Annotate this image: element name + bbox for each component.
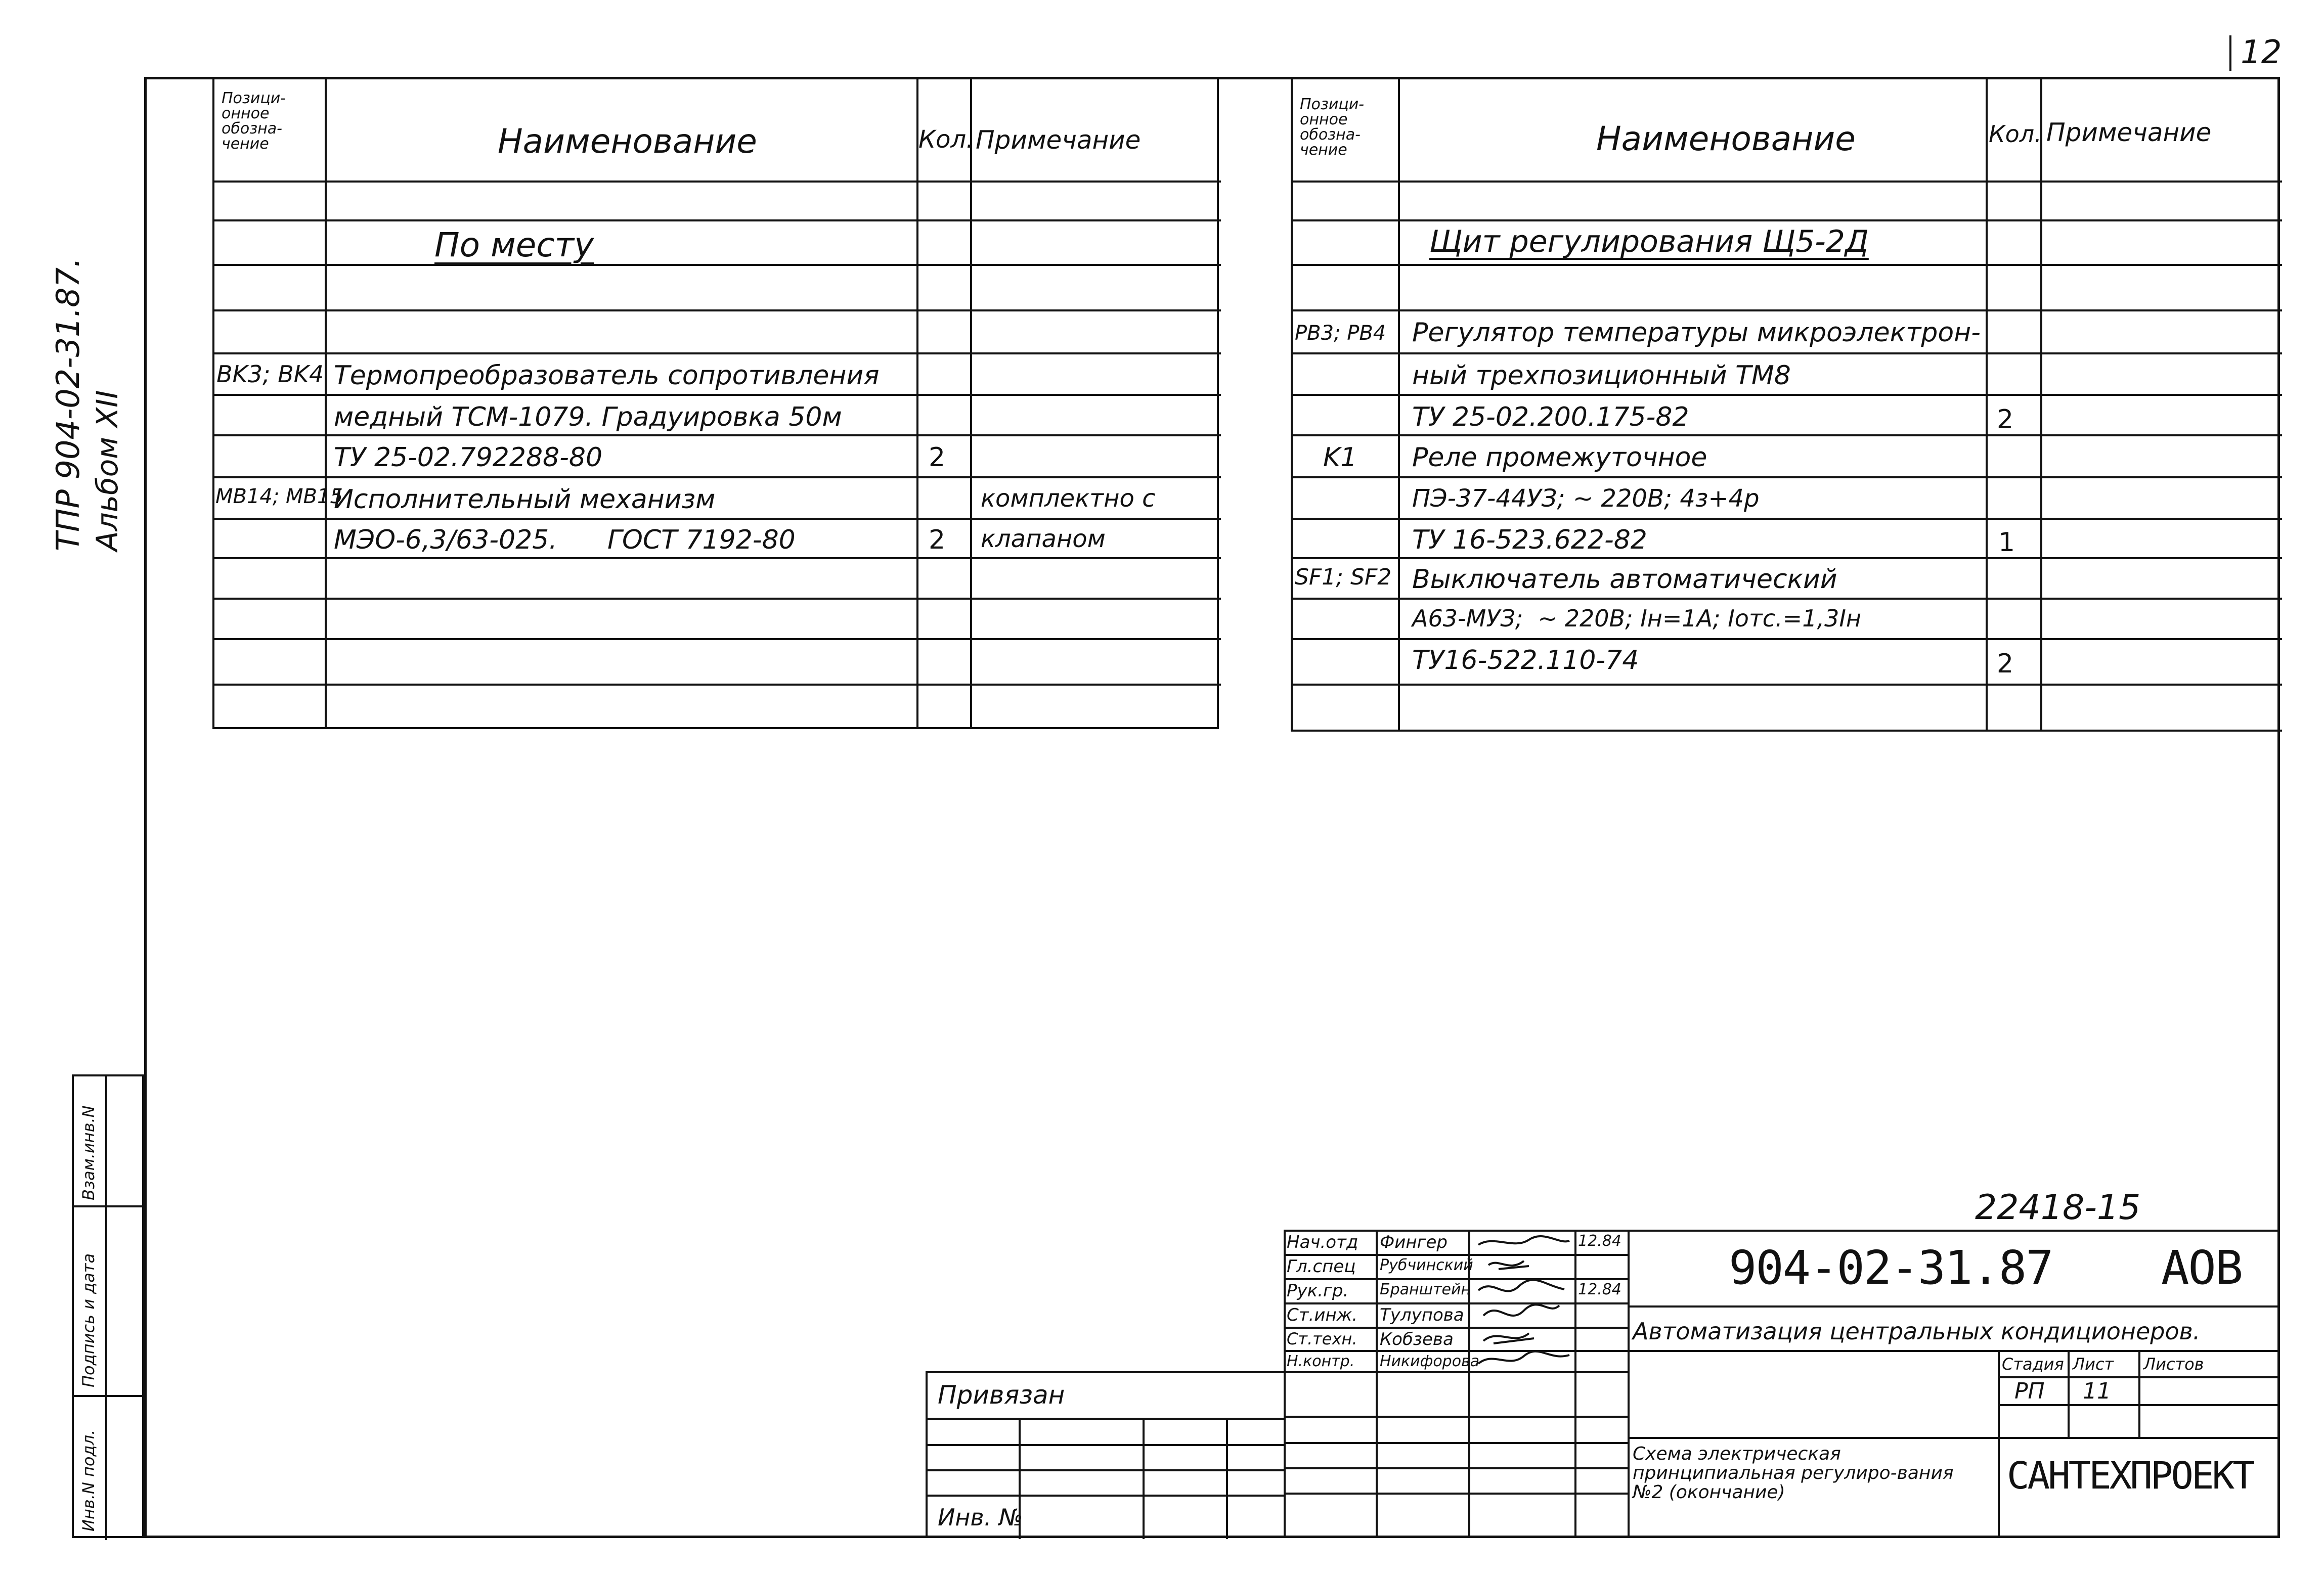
right-header-note: Примечание [2046,118,2212,147]
margin-album: Альбом XII [90,390,124,551]
signature-role: Н.контр. [1287,1353,1355,1370]
organization-name: САНТЕХПРОЕКТ [2007,1454,2253,1498]
left-section-heading: По месту [434,226,594,264]
right-section-heading: Щит регулирования Щ5-2Д [1429,224,1869,259]
left-row-name: МЭО-6,3/63-025. ГОСТ 7192-80 [334,525,796,555]
sheet-label: Лист [2073,1355,2114,1374]
right-header-position: Позици-онное обозна-чение [1300,96,1365,159]
sheet-number: 12 [2241,34,2282,71]
side-stamp [72,1074,144,1538]
left-row-name: ТУ 25-02.792288-80 [334,442,603,473]
left-row-name: Термопреобразователь сопротивления [334,361,880,391]
right-header-name: Наименование [1596,119,1856,158]
signature-role: Ст.техн. [1287,1329,1357,1348]
document-id: 22418-15 [1975,1188,2141,1228]
signature-role: Ст.инж. [1287,1305,1358,1325]
sheet-value: 11 [2083,1378,2111,1404]
signature-name: Кобзева [1380,1329,1454,1349]
inv-label: Инв. № [938,1504,1023,1531]
signature-name: Рубчинский [1380,1256,1473,1274]
signature-date: 12.84 [1578,1232,1621,1250]
left-spec-table [212,77,1219,729]
right-row-pos: PB3; PB4 [1295,322,1386,345]
right-spec-table [1291,77,2280,732]
signature-name: Никифорова [1380,1353,1480,1370]
signature-role: Рук.гр. [1287,1281,1349,1301]
right-row-name: ПЭ-37-44УЗ; ~ 220В; 4з+4р [1412,484,1760,513]
left-row-name: Исполнительный механизм [334,484,716,515]
margin-project-code: ТПР 904-02-31.87. [50,257,86,551]
right-row-qty: 2 [1997,404,2014,435]
right-row-pos: SF1; SF2 [1295,564,1392,590]
right-row-name: Реле промежуточное [1412,442,1707,473]
handwritten-signatures [1468,1230,1574,1371]
bound-label: Привязан [938,1380,1065,1410]
signature-role: Нач.отд [1287,1232,1358,1252]
left-row-name: медный ТСМ-1079. Градуировка 50м [334,402,842,432]
right-row-name: Выключатель автоматический [1412,564,1837,595]
sheet-title: Схема электрическая принципиальная регулиро-вания №2 (окончание) [1633,1444,1954,1503]
right-row-name: ТУ 25-02.200.175-82 [1412,402,1689,432]
title-block [1284,1230,2280,1538]
signature-name: Фингер [1380,1232,1448,1252]
stamp-replace-inv: Взам.инв.N [79,1105,98,1200]
right-row-name: Регулятор температуры микроэлектрон- [1412,318,1981,348]
right-row-qty: 2 [1997,649,2014,679]
left-row-note: клапаном [981,525,1106,553]
left-header-note: Примечание [976,125,1141,155]
left-header-name: Наименование [498,122,757,161]
left-row-note: комплектно с [981,484,1156,513]
drawing-suffix: АОВ [2161,1241,2243,1295]
left-row-qty: 2 [929,525,946,555]
right-row-name: ТУ16-522.110-74 [1412,645,1639,675]
right-row-pos: K1 [1323,442,1357,473]
signature-name: Бранштейн [1380,1281,1471,1298]
signature-name: Тулупова [1380,1305,1464,1325]
stage-label: Стадия [2002,1355,2064,1374]
left-row-pos: MB14; MB15 [215,485,343,508]
sheets-label: Листов [2143,1355,2204,1374]
stamp-inv-podl: Инв.N подл. [79,1429,98,1531]
left-header-position: Позици-онное обозна-чение [222,89,286,153]
binding-block [926,1371,1284,1538]
stamp-signature-date: Подпись и дата [79,1253,98,1387]
stage-value: РП [2014,1378,2045,1404]
right-row-name: ТУ 16-523.622-82 [1412,525,1647,555]
right-header-qty: Кол. [1989,120,2042,148]
project-title: Автоматизация центральных кондиционеров. [1633,1318,2201,1345]
drawing-code: 904-02-31.87 [1729,1241,2053,1295]
right-row-name: ный трехпозиционный ТМ8 [1412,361,1791,391]
left-row-pos: BK3; BK4 [216,361,324,388]
right-row-qty: 1 [1998,527,2015,558]
right-row-name: А63-МУЗ; ~ 220В; Iн=1А; Iотс.=1,3Iн [1412,605,1861,632]
left-header-qty: Кол. [918,125,974,154]
signature-date: 12.84 [1578,1281,1621,1298]
left-row-qty: 2 [929,442,946,473]
signature-role: Гл.спец [1287,1256,1356,1277]
